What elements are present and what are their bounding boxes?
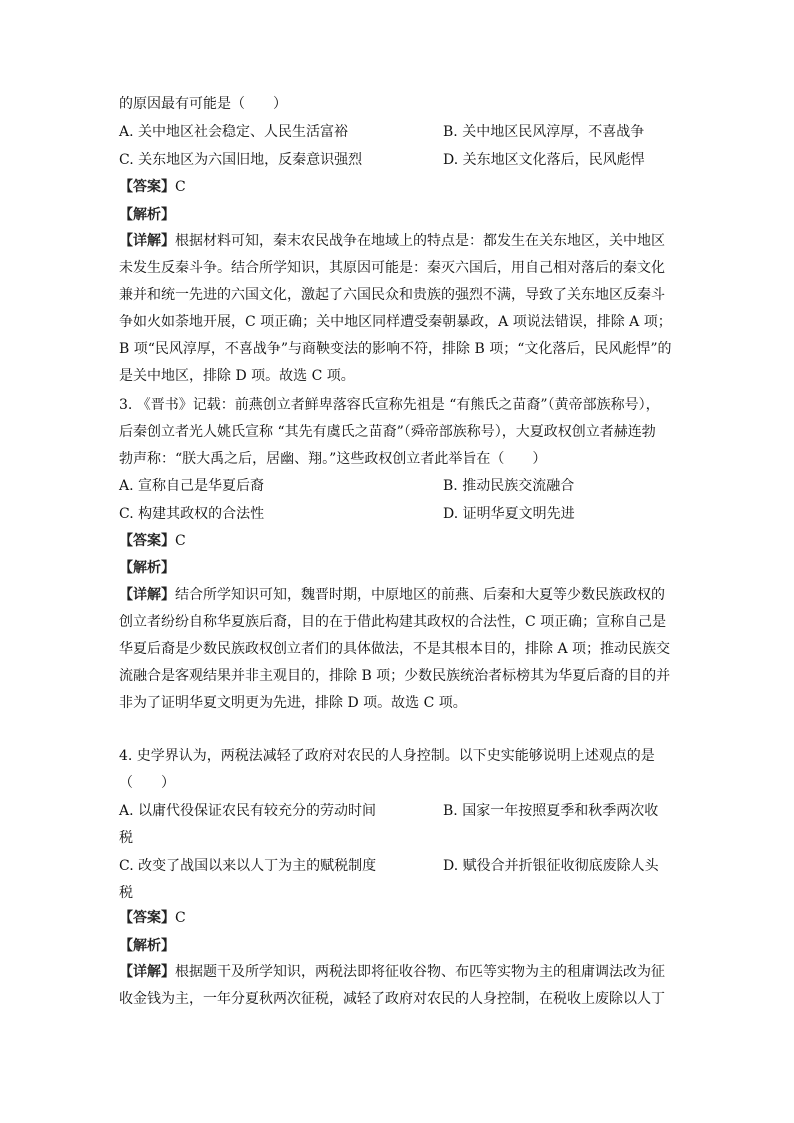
analysis-tag: 【解析】 <box>119 938 175 954</box>
q2-option-a: A. 关中地区社会稳定、人民生活富裕 <box>119 124 349 140</box>
q2-option-b: B. 关中地区民风淳厚，不喜战争 <box>443 124 645 140</box>
q3-analysis-tag <box>119 558 679 578</box>
q4-option-d: D. 赋役合并折银征收彻底废除人头 <box>443 858 659 874</box>
answer-value: C <box>175 533 186 549</box>
q3-detail <box>119 582 679 717</box>
detail-line: 是关中地区，排除 D 项。故选 C 项。 <box>119 368 355 384</box>
answer-tag: 【答案】 <box>119 179 175 195</box>
detail-tag: 【详解】 <box>119 233 175 249</box>
q2-option-c: C. 关东地区为六国旧地，反秦意识强烈 <box>119 152 363 168</box>
analysis-tag: 【解析】 <box>119 560 175 576</box>
analysis-tag: 【解析】 <box>119 207 175 223</box>
q4-stem <box>119 743 679 797</box>
answer-tag: 【答案】 <box>119 533 175 549</box>
answer-tag: 【答案】 <box>119 910 175 926</box>
detail-line: 流融合是客观结果并非主观目的，排除 B 项；少数民族统治者标榜其为华夏后裔的目的并 <box>119 668 671 684</box>
detail-line: 根据材料可知，秦末农民战争在地域上的特点是：都发生在关东地区，关中地区 <box>175 233 665 249</box>
detail-line: 兼并和统一先进的六国文化，激起了六国民众和贵族的强烈不满，导致了关东地区反秦斗 <box>119 287 665 303</box>
detail-line: 华夏后裔是少数民族政权创立者们的具体做法，不是其根本目的，排除 A 项；推动民族交 <box>119 641 671 657</box>
q2-stem-tail: 的原因最有可能是（ ） <box>119 96 287 112</box>
q2-answer-line <box>119 177 679 197</box>
answer-value: C <box>175 179 186 195</box>
q3-answer-line <box>119 531 679 551</box>
q2-option-d: D. 关东地区文化落后，民风彪悍 <box>443 152 645 168</box>
q4-option-d-wrap: 税 <box>119 885 133 901</box>
q4-option-a: A. 以庸代役保证农民有较充分的劳动时间 <box>119 803 377 819</box>
q3-option-d: D. 证明华夏文明先进 <box>443 506 575 522</box>
detail-line: 根据题干及所学知识，两税法即将征收谷物、布匹等实物为主的租庸调法改为征 <box>175 964 665 980</box>
q3-option-c: C. 构建其政权的合法性 <box>119 506 265 522</box>
stem-line: 后秦创立者光人姚氏宣称 “其先有虞氏之苗裔”（舜帝部族称号），大夏政权创立者赫连勃 <box>119 424 656 440</box>
detail-line: 创立者纷纷自称华夏族后裔，目的在于借此构建其政权的合法性，C 项正确；宣称自己是 <box>119 614 667 630</box>
detail-line: 收金钱为主，一年分夏秋两次征税，减轻了政府对农民的人身控制，在税收上废除以人丁 <box>119 991 665 1007</box>
stem-line: 3. 《晋书》记载：前燕创立者鲜卑落容氏宣称先祖是 “有熊氏之苗裔”（黄帝部族称号）， <box>119 397 660 413</box>
detail-line: 非为了证明华夏文明更为先进，排除 D 项。故选 C 项。 <box>119 695 467 711</box>
detail-tag: 【详解】 <box>119 587 175 603</box>
detail-line: 争如火如荼地开展，C 项正确；关中地区同样遭受秦朝暴政，A 项说法错误，排除 A 项； <box>119 314 672 330</box>
stem-line: 勃声称：“朕大禹之后，居幽、翔。”这些政权创立者此举旨在（ ） <box>119 451 547 467</box>
detail-line: 未发生反秦斗争。结合所学知识，其原因可能是：秦灭六国后，用自己相对落后的秦文化 <box>119 260 665 276</box>
q3-option-a: A. 宣称自己是华夏后裔 <box>119 478 265 494</box>
q4-option-b-wrap: 税 <box>119 830 133 846</box>
detail-line: B 项“民风淳厚，不喜战争”与商鞅变法的影响不符，排除 B 项；“文化落后，民风彪悍”的 <box>119 341 672 357</box>
q4-option-b: B. 国家一年按照夏季和秋季两次收 <box>443 803 659 819</box>
q4-detail <box>119 959 679 1013</box>
stem-line: （ ） <box>119 775 175 791</box>
q3-option-b: B. 推动民族交流融合 <box>443 478 575 494</box>
q4-analysis-tag <box>119 936 679 956</box>
q4-answer-line <box>119 908 679 928</box>
q4-option-c: C. 改变了战国以来以人丁为主的赋税制度 <box>119 858 377 874</box>
answer-value: C <box>175 910 186 926</box>
q3-stem <box>119 392 679 473</box>
stem-line: 4. 史学界认为，两税法减轻了政府对农民的人身控制。以下史实能够说明上述观点的是 <box>119 748 655 764</box>
q2-detail <box>119 228 679 390</box>
detail-line: 结合所学知识可知，魏晋时期，中原地区的前燕、后秦和大夏等少数民族政权的 <box>175 587 665 603</box>
q2-analysis-tag <box>119 205 679 225</box>
detail-tag: 【详解】 <box>119 964 175 980</box>
